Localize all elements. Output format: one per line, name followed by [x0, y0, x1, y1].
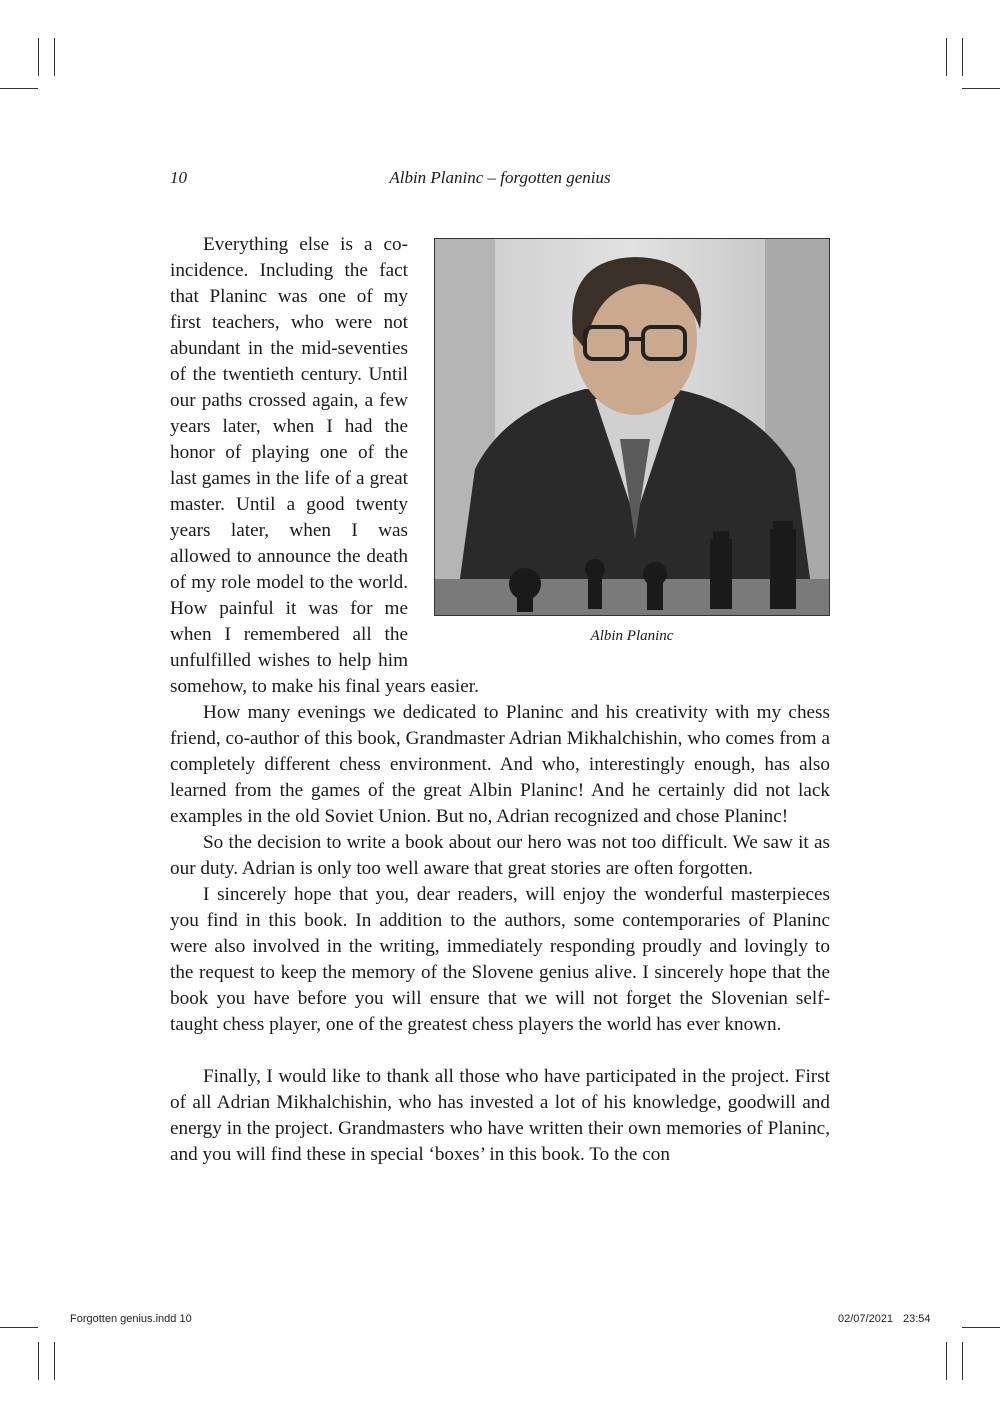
- photo-illustration: [435, 239, 829, 615]
- crop-mark: [38, 1342, 39, 1380]
- running-header: [170, 168, 830, 192]
- crop-mark: [0, 88, 38, 89]
- slug-date: 02/07/2021: [838, 1313, 894, 1325]
- running-title: Albin Planinc – forgotten genius: [389, 168, 611, 187]
- crop-mark: [946, 38, 947, 76]
- portrait-photo: [434, 238, 830, 616]
- crop-mark: [946, 1342, 947, 1380]
- crop-mark: [962, 1342, 963, 1380]
- crop-mark: [54, 38, 55, 76]
- crop-mark: [54, 1342, 55, 1380]
- paragraph: How many evenings we dedicated to Planinc and his creativity with my chess friend, co-author of this book, Grandmaster Adrian Mikhalchishin, who comes from a completely different chess environment. And who, interestingly enough, has also learned from the games of the great Albin Planinc! And he certainly did not lack examples in the old Soviet Union. But no, Adrian recognized and chose Planinc!: [170, 702, 830, 827]
- crop-mark: [962, 38, 963, 76]
- paragraph: Everything else is a coincidence. Including the fact that Planinc was one of my first teachers, who were not abundant in the mid-seventies of the twentieth century. Until our paths crossed again, a few years later, when I had the honor of playing one of the last games in the life of a great master. Until a good twenty years later, when I was allowed to announce the death of my role model to the world. How painful it was for me when I remembered all the unfulfilled wishes to help him somehow, to make his final years easier.: [170, 234, 479, 697]
- crop-mark: [962, 88, 1000, 89]
- page-number: 10: [170, 168, 187, 187]
- crop-mark: [38, 38, 39, 76]
- paragraph: So the decision to write a book about our hero was not too difficult. We saw it as our duty. Adrian is only too well aware that great stories are often forgotten.: [170, 832, 830, 879]
- figure: [434, 238, 830, 666]
- paragraph: Finally, I would like to thank all those who have participated in the project. First of all Adrian Mikhalchishin, who has invested a lot of his knowledge, goodwill and energy in the project. Grandmasters who have written their own memories of Planinc, and you will find these in special ‘boxes’ in this book. To the con: [170, 1066, 830, 1165]
- crop-mark: [0, 1327, 38, 1328]
- photo-caption: Albin Planinc: [590, 628, 674, 644]
- paragraph: I sincerely hope that you, dear readers, will enjoy the wonderful masterpieces you find in this book. In addition to the authors, some contemporaries of Planinc were also involved in the writing, immediately responding proudly and lovingly to the request to keep the memory of the Slovene genius alive. I sincerely hope that the book you have before you will ensure that we will not forget the Slovenian self-taught chess player, one of the greatest chess players the world has ever known.: [170, 884, 830, 1035]
- slug-time: 23:54: [903, 1313, 931, 1325]
- body-text: [170, 232, 830, 1168]
- crop-mark: [962, 1327, 1000, 1328]
- slug-file: Forgotten genius.indd 10: [70, 1313, 192, 1325]
